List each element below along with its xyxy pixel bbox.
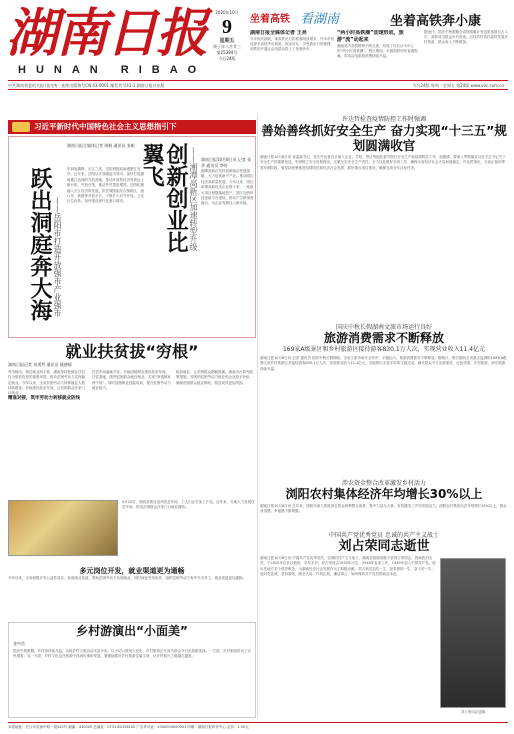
top-col-2 [337,30,421,112]
top-col-2-text: 湖南省内高铁路网不断完善，形成了以长沙为中心的“两小时高铁圈”。假日期间，多趟高铁列车客流饱满，带动沿线旅游消费持续升温。 [337,44,418,59]
date-lunar: 庚子年八月廿三 [213,44,241,49]
commentary-author: 金中浩 [13,641,25,646]
story-employment-byline: 湖南日报记者 刘勇然 通讯员 姚德郁 [8,362,72,367]
feature-tag: 坐着高铁 [250,14,290,25]
story-safety-kicker: 许达哲检查疫情防控工作时强调 [341,116,426,123]
feature-tag-script: 看湖南 [300,12,340,27]
lead1-byline: 湖南日报全媒体记者 周帆 通讯员 张帆 [67,143,135,148]
story-safety-body: 湖南日报10月8日讯 省委副书记、省长许达哲近日深入企业、学校、景区等地检查节假日安全生产和疫情防控工作。他强调，要深入贯彻落实习近平总书记关于安全生产的重要论述，牢固树立安全发展理念，压紧压实安全生产责任，全力以赴做好各项工作，确保全省经济社会大局和谐稳定。许达哲指出，当前正值四季度冲刺阶段，要坚持统筹推进疫情防控和经济社会发展，抓好重点项目建设，确保完成全年目标任务。 [260,155,506,170]
employment-col-3-text: 稳岗就业，让贫困群众端稳饭碗。湖南出台系列政策措施，对吸纳贫困劳动力就业的企业给予补贴，确保贫困群众稳定增收，脱贫成效更加巩固。 [176,370,253,385]
lead1-subtitle: ——岳阳市打造开放强市产业强市 [53,197,62,317]
masthead-info-right: 今日24版 每周一至周五 第24版 www.voc.com.cn [412,83,504,88]
top-col-2-title: “两小时高铁圈”加速形成，旅游“流”动起来 [337,30,404,43]
banner-text: 习近平新时代中国特色社会主义思想指引下 [34,122,177,131]
story-employment-headline[interactable]: 就业扶贫拔“穷根” [65,342,199,361]
lead2-text: 湘潭高新区坚持创新驱动发展战略，大力培育新兴产业，推动园区经济高质量发展。今年以来，园区新增高新技术企业数十家，一批重大项目相继落地投产。园区加快科技创新平台建设，推动产学研深度融合，为企业发展注入新动能。 [201,169,254,206]
commentary-headline[interactable]: 乡村游演出“小面美” [76,624,188,638]
page-footer: 本报地址：长沙市芙蓉中路一段442号 邮编：410005 总编室：0731-84326100 广告许可证：4300004000001 印刷：湖南日报印务中心 定价：1.50元 [8,722,508,732]
top-col-1-title: 湖南日报全媒体记者 王亮 [250,30,307,36]
obituary-portrait-caption: 刘占荣同志遗像 [460,710,486,714]
story-tourism-body: 湖南日报10月8日讯 记者 通讯员 国庆中秋长假期间，全省文旅市场安全有序、平稳运行，旅游消费需求不断释放。据统计，假日期间全省重点监测的169家A级景区和乡村旅游区共接待游客830.1万人次，实现营业收入11.4亿元。各地推出丰富多彩的文旅活动，满足群众节日出游需求，红色旅游、乡村旅游、研学旅游持续升温。 [260,356,507,371]
employment-col-1 [8,370,88,520]
story-tourism-subhead: 169家A级景区和乡村旅游区接待游客830.1万人次，实现营业收入11.4亿元 [282,346,486,353]
column-divider [257,114,258,718]
newspaper-pinyin: HUNAN RIBAO [18,64,207,76]
story-obituary-headline[interactable]: 刘占荣同志逝世 [338,539,430,554]
lead2-subtitle: ——湘潭高新区加速转型升级 [189,147,198,251]
masthead-info-left: 中共湖南省委机关报 国内统一连续出版物号CN 43-0001 邮发代号41-1 湖南日报社出版 [8,83,165,88]
story-obituary-kicker: 中国共产党优秀党员 忠诚的共产主义战士 [329,532,439,539]
story-obituary-body: 湖南日报10月8日讯 中国共产党优秀党员，忠诚的共产主义战士，湖南省原副省级干部刘占荣同志，因病医治无效，于2020年在长沙逝世，享年多岁。刘占荣同志1930年出生，1948年参加工作，1949年加入中国共产党。他历任地方多个领导职务，为湖南经济社会发展作出了积极贡献。刘占荣同志的一生，是革命的一生、奋斗的一生，他对党忠诚，坚持原则，顾全大局，作风正派，廉洁奉公，始终保持共产党员的政治本色。 [260,556,436,576]
lead1-body: 东洞庭湖畔，长江之滨，岳阳城陵矶新港繁忙有序。近年来，岳阳以开放崛起为导向，加快打造湖南通江达海的开放高地，推动开放型经济发展迈上新台阶。开放引领，推动外贸提质增效。岳阳积极融入长江经济带发展，依托城陵矶综合保税区、港口岸、铁路等开放平台，不断扩大对外开放。立足区位优势，加快建设现代化港口城市。 [67,167,144,204]
top-col-1-text: 今年国庆期间，乘高铁出行的旅客明显增多，许多市民选择坐高铁外出旅游、探亲访友，享受着出行的便捷。高铁的开通让沿线群众搭上了发展快车。 [250,37,334,52]
story-liuyang-headline[interactable]: 浏阳农村集体经济年均增长30%以上 [285,487,483,501]
employment-subhead-1: 精准对接，筑牢劳动力转移就业防线 [8,396,80,402]
employment-col-2-text: 扶贫车间遍地开花。各地因地制宜建设扶贫车间、扶贫基地，吸纳贫困群众就近就业，实现“挣钱顾家两不误”。同时加强职业技能培训，提升贫困劳动力就业能力。 [92,370,171,390]
date-day: 9 [222,16,232,38]
story-employment [8,342,256,520]
story-liuyang-kicker: 涉农资金整合改革激发乡村活力 [341,480,426,487]
lead2-headline[interactable]: 创新创业比翼飞 [139,143,188,253]
date-weekday: 星期五 [219,38,235,44]
story-tourism [260,322,508,460]
feature-headline[interactable]: 坐着高铁奔小康 [390,14,482,29]
story-jobs-channels [8,566,256,626]
lead-stories-box [8,136,256,338]
story-tourism-headline[interactable]: 旅游消费需求不断释放 [323,331,444,345]
newspaper-title: 湖南日报 [6,3,207,64]
employment-col-1-text: 劳务输出、就近就业两手抓，湖南坚持把就业扶贫作为脱贫攻坚的重要举措，推动贫困劳动力实现稳定就业。今年以来，全省贫困劳动力转移就业人数持续增加。各地建设扶贫车间，让贫困群众在家门口就业。 [8,370,85,396]
date-box [207,10,247,78]
story-safety-headline[interactable]: 善始善终抓好安全生产 奋力实现“十三五”规划圆满收官 [261,123,507,153]
story-jobs-body: 今年以来，全省积极开发公益性岗位，拓宽就业渠道，帮助贫困劳动力实现就业。同时深化劳务协作，组织贫困劳动力有序外出务工，就业渠道更加通畅。 [8,576,246,580]
commentary-body: 国庆中秋假期，乡村游持续升温，各地乡村文旅活动丰富多彩。以小切口展现大变化，乡村旅游正在成为群众节日出游新选择。一方面，乡村旅游带动了农民增收；另一方面，乡村文化也在旅游中得到传承和发展。要继续做好乡村旅游这篇文章，让乡村振兴之路越走越宽。 [13,649,251,659]
story-obituary [260,530,508,714]
date-year-month: 2020年10月 [215,10,239,15]
news-photo-caption: 9月20日，湘西苗族自治州扶贫车间，工人们正在加工产品。近年来，当地大力发展扶贫车间，带动贫困群众在家门口就业增收。 [122,500,255,509]
news-photo [8,500,118,556]
obituary-portrait [440,558,506,714]
top-col-3-text: 据统计，国庆中秋假期全省铁路累计发送旅客数百万人次，高铁成为群众出行首选。沿线乡村依托高铁发展乡村旅游，群众收入不断增加。 [424,30,508,45]
top-col-1 [250,30,334,112]
story-liuyang-body: 湖南日报10月8日讯 近年来，浏阳市深入推进涉农资金统筹整合改革，集中力量办大事，有效激发了乡村发展活力。浏阳农村集体经济年均增长30%以上，群众获得感、幸福感不断增强。 [260,504,507,514]
news-photo-block [8,500,256,560]
story-jobs-headline[interactable]: 多元岗位开发，就业渠道更为通畅 [79,567,185,575]
banner-emblem-icon [12,122,30,132]
commentary-box [8,622,256,718]
top-col-3 [424,30,508,112]
lead1-headline[interactable]: 跃出洞庭奔大海 [27,167,52,321]
story-safety [260,114,508,279]
date-issue: 第25384号 [216,50,238,55]
employment-col-3 [176,370,256,520]
theme-banner [8,120,256,134]
story-employment-columns [8,370,256,520]
story-tourism-kicker: 国庆中秋长假湖南文旅市场运行良好 [335,324,432,331]
lead2-byline: 湖南日报10月8日讯 记者 张华 通讯员 李明 [201,157,252,168]
top-feature-body [250,30,508,112]
top-feature-header [250,6,508,28]
employment-col-2 [92,370,172,520]
masthead [6,3,207,64]
date-pages: 今日24版 [218,56,236,61]
lead2-body [201,157,255,335]
